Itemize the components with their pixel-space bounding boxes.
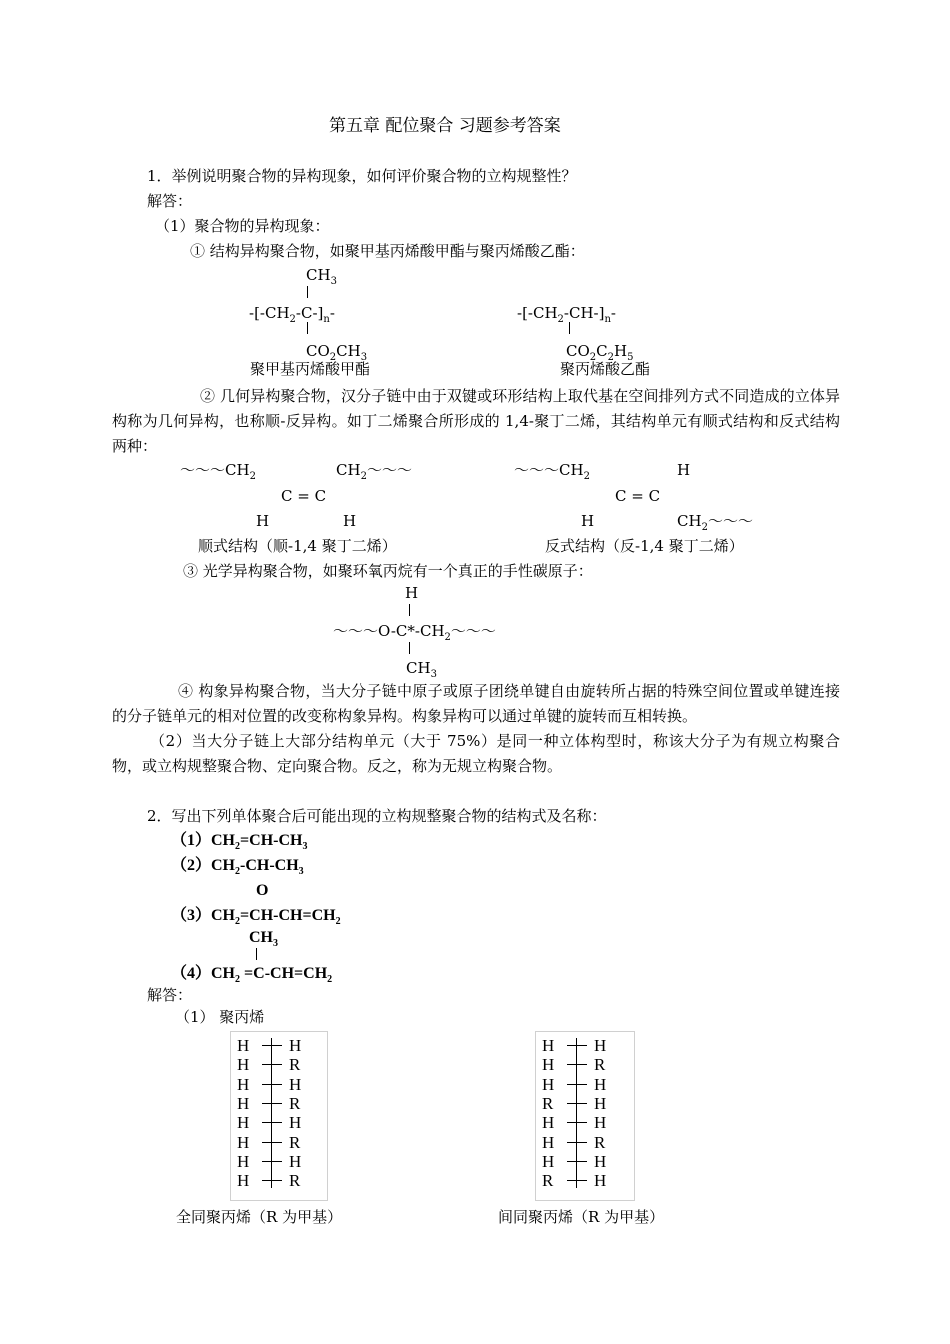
left-substituent: H [237,1093,250,1113]
right-substituent: H [289,1113,302,1133]
monomer-butadiene: $(3)CH_2=CH-CH=CH_2$ [171,907,341,927]
pmma-name: 聚甲基丙烯酸甲酯 [250,360,371,378]
item-geometric-isomer: ② 几何异构聚合物，汉分子链中由于双键或环形结构上取代基在空间排列方式不同造成的立体异构称为几何异构，也称顺-反异构。如丁二烯聚合所形成的 1,4-聚丁二烯，其结构单元有顺式结构和反式结构两种： [112,387,840,455]
trans-bottom-left: H [581,512,595,530]
pmma-chain: $-[-CH_2-C-]_n-$ [249,304,335,325]
ppo-methyl: $CH_3$ [406,659,437,680]
left-substituent: H [542,1113,555,1133]
left-substituent: H [542,1055,555,1075]
bond-cross [567,1142,587,1143]
monomer-isoprene: $(4)CH_2 =C-CH=CH_2$ [171,965,333,985]
fischer-row [536,1036,634,1056]
cis-top-right: $CH_2\sim\sim\sim$ [336,461,412,482]
fischer-row [536,1055,634,1075]
isotactic-fischer-projection [230,1031,328,1201]
right-substituent: H [594,1151,607,1171]
ppo-chain: $\sim\sim\sim O-C*-CH_2\sim\sim\sim$ [333,622,496,643]
left-substituent: H [237,1113,250,1133]
right-substituent: H [289,1074,302,1094]
bond-cross [262,1122,282,1123]
trans-name: 反式结构（反-1,4 聚丁二烯） [545,537,744,555]
fischer-row [231,1075,327,1095]
right-substituent: H [289,1151,302,1171]
fischer-row [536,1113,634,1133]
pmma-methyl: $CH_3$ [306,266,337,287]
left-substituent: H [237,1151,250,1171]
bond-cross [262,1103,282,1104]
epoxide-oxygen: O [256,882,269,899]
cis-bottom-left: H [256,512,270,530]
monomer-propylene: $(1)CH_2=CH-CH_3$ [171,832,308,852]
fischer-row [231,1113,327,1133]
right-substituent: R [594,1055,606,1075]
tacticity-definition: （2）当大分子链上大部分结构单元（大于 75%）是同一种立体构型时，称该大分子为有规立构聚合物，或立构规整聚合物、定向聚合物。反之，称为无规立构聚合物。 [112,732,840,775]
fischer-row [536,1133,634,1153]
bond-cross [567,1122,587,1123]
pea-name: 聚丙烯酸乙酯 [560,360,651,378]
right-substituent: R [594,1132,606,1152]
bond-line [569,322,570,334]
page-title: 第五章 配位聚合 习题参考答案 [329,116,561,136]
bond-cross [567,1180,587,1181]
bond-line [409,642,410,654]
left-substituent: H [237,1132,250,1152]
pea-ester-group: $CO_2C_2H_5$ [566,342,634,363]
pmma-ester-group: $CO_2CH_3$ [306,342,368,363]
left-substituent: H [542,1132,555,1152]
left-substituent: R [542,1093,554,1113]
fischer-row [231,1055,327,1075]
syndiotactic-fischer-projection [535,1031,635,1201]
bond-cross [567,1064,587,1065]
right-substituent: H [594,1171,607,1191]
right-substituent: H [594,1093,607,1113]
right-substituent: H [594,1074,607,1094]
left-substituent: H [237,1074,250,1094]
bond-cross [567,1161,587,1162]
trans-bottom-right: $CH_2\sim\sim\sim$ [677,512,753,533]
cis-double-bond: C = C [281,487,327,505]
item-structural-isomer: ① 结构异构聚合物，如聚甲基丙烯酸甲酯与聚丙烯酸乙酯： [190,242,585,260]
bond-line [307,286,308,298]
left-substituent: H [542,1151,555,1171]
syndiotactic-name: 间同聚丙烯（R 为甲基） [498,1208,665,1226]
cis-name: 顺式结构（顺-1,4 聚丁二烯） [198,537,397,555]
isoprene-methyl: $CH_3$ [249,929,278,949]
pea-chain: $-[-CH_2-CH-]_n-$ [517,304,616,325]
item-optical-isomer: ③ 光学异构聚合物，如聚环氧丙烷有一个真正的手性碳原子： [183,562,593,580]
trans-double-bond: C = C [615,487,661,505]
left-substituent: H [237,1055,250,1075]
right-substituent: R [289,1132,301,1152]
bond-line [409,604,410,616]
bond-cross [262,1180,282,1181]
fischer-row [536,1094,634,1114]
fischer-row [231,1152,327,1172]
fischer-row [536,1152,634,1172]
left-substituent: H [237,1036,250,1055]
polypropylene-heading: （1） 聚丙烯 [175,1008,265,1026]
bond-line [256,948,257,960]
question-1: 1．举例说明聚合物的异构现象，如何评价聚合物的立构规整性？ [147,167,577,185]
bond-cross [567,1084,587,1085]
fischer-row [536,1171,634,1191]
left-substituent: R [542,1171,554,1191]
question-2: 2．写出下列单体聚合后可能出现的立构规整聚合物的结构式及名称： [147,807,607,825]
fischer-row [231,1036,327,1056]
bond-cross [262,1064,282,1065]
bond-cross [567,1045,587,1046]
left-substituent: H [237,1171,250,1191]
bond-cross [262,1045,282,1046]
monomer-propylene-oxide: $(2)CH_2-CH-CH_3$ [171,857,304,877]
left-substituent: H [542,1036,555,1055]
bond-cross [262,1084,282,1085]
cis-top-left: $\sim\sim\sim CH_2$ [180,461,256,482]
answer-label-2: 解答： [147,986,193,1004]
right-substituent: R [289,1055,301,1075]
bond-line [307,322,308,334]
right-substituent: H [594,1113,607,1133]
fischer-row [231,1171,327,1191]
item-conformational-isomer: ④ 构象异构聚合物，当大分子链中原子或原子团绕单键自由旋转所占据的特殊空间位置或单键连接的分子链单元的相对位置的改变称构象异构。构象异构可以通过单键的旋转而互相转换。 [112,682,840,725]
trans-top-left: $\sim\sim\sim CH_2$ [514,461,590,482]
fischer-row [536,1075,634,1095]
bond-cross [262,1161,282,1162]
right-substituent: H [594,1036,607,1055]
fischer-row [231,1094,327,1114]
trans-top-right: H [677,461,691,479]
answer-label: 解答： [147,192,193,210]
isotactic-name: 全同聚丙烯（R 为甲基） [176,1208,343,1226]
left-substituent: H [542,1074,555,1094]
bond-cross [262,1142,282,1143]
bond-cross [567,1103,587,1104]
fischer-row [231,1133,327,1153]
ppo-hydrogen: H [405,584,419,602]
cis-bottom-right: H [343,512,357,530]
section-heading: （1）聚合物的异构现象： [155,217,330,235]
right-substituent: H [289,1036,302,1055]
right-substituent: R [289,1171,301,1191]
right-substituent: R [289,1093,301,1113]
